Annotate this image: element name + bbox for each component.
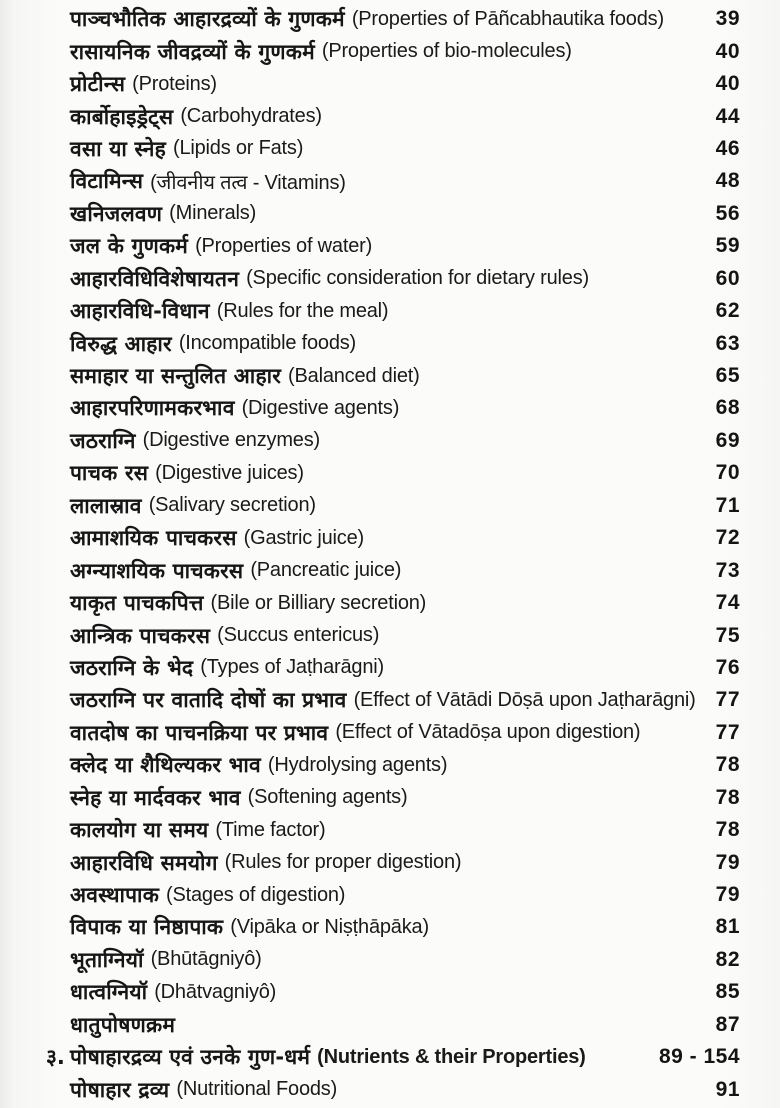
entry-title-english: (Vipāka or Niṣṭhāpāka) (230, 915, 429, 938)
entry-page-number: 78 (715, 785, 740, 809)
entry-title-english: (Balanced diet) (288, 364, 420, 387)
entry-title-english: (Lipids or Fats) (172, 137, 304, 160)
entry-title-hindi: कालयोग या समय (70, 818, 209, 843)
toc-row (0, 1009, 780, 1041)
toc-row (0, 684, 780, 716)
entry-title-hindi: आन्त्रिक पाचकरस (70, 623, 211, 648)
entry-title-english: (Nutritional Foods) (176, 1078, 338, 1101)
toc-row (0, 522, 780, 554)
entry-title-hindi: लालास्राव (70, 493, 142, 518)
entry-title-english: (Nutrients & their Properties) (317, 1045, 586, 1068)
entry-title-english: (Pancreatic juice) (250, 559, 402, 582)
entry-title-hindi: समाहार या सन्तुलित आहार (70, 364, 282, 389)
toc-row (0, 944, 780, 976)
toc-row (0, 1073, 780, 1105)
toc-row (0, 392, 780, 424)
entry-title-hindi: विपाक या निष्ठापाक (70, 915, 224, 940)
entry-title-hindi: प्रोटीन्स (70, 72, 126, 97)
toc-row (0, 976, 780, 1008)
entry-page-number: 68 (715, 396, 740, 420)
chapter-number: ३. (46, 1045, 65, 1070)
entry-page-number: 78 (715, 753, 740, 777)
entry-title-hindi: आमाशयिक पाचकरस (70, 526, 237, 551)
entry-page-number: 62 (715, 299, 740, 323)
entry-title-hindi: विटामिन्स (70, 169, 144, 194)
entry-title-hindi: जल के गुणकर्म (70, 234, 189, 259)
entry-title-english: (Digestive enzymes) (142, 429, 320, 452)
entry-page-number: 81 (715, 915, 740, 939)
entry-title-english: (Properties of Pāñcabhautika foods) (351, 7, 664, 30)
entry-page-number: 75 (715, 623, 740, 647)
toc-row (0, 1041, 780, 1073)
entry-page-number: 70 (715, 461, 740, 485)
entry-page-number: 76 (715, 655, 740, 679)
entry-title-hindi: आहारविधिविशेषायतन (70, 266, 240, 291)
toc-row (0, 457, 780, 489)
toc-row (0, 165, 780, 197)
table-of-contents (0, 3, 780, 1106)
entry-page-number: 78 (715, 818, 740, 842)
toc-row (0, 814, 780, 846)
entry-title-hindi: पाञ्चभौतिक आहारद्रव्यों के गुणकर्म (70, 7, 345, 32)
entry-title-english: (Incompatible foods) (178, 332, 357, 355)
toc-row (0, 327, 780, 359)
toc-row (0, 198, 780, 230)
entry-title-hindi: आहारविधि-विधान (70, 299, 210, 324)
entry-title-english: (Succus entericus) (217, 624, 380, 647)
toc-row (0, 879, 780, 911)
toc-row (0, 717, 780, 749)
entry-title-english: (Bile or Billiary secretion) (210, 591, 427, 614)
entry-page-number: 85 (715, 980, 740, 1004)
entry-page-number: 48 (715, 169, 740, 193)
entry-title-english: (Digestive agents) (241, 396, 400, 419)
toc-row (0, 230, 780, 262)
entry-title-english: (जीवनीय तत्व - Vitamins) (150, 171, 346, 194)
entry-title-hindi: पोषाहार द्रव्य (70, 1077, 170, 1102)
entry-title-hindi: जठराग्नि के भेद (70, 655, 194, 680)
toc-row (0, 782, 780, 814)
toc-row (0, 360, 780, 392)
toc-row (0, 846, 780, 878)
entry-page-number: 59 (715, 234, 740, 258)
entry-title-english: (Stages of digestion) (166, 883, 346, 906)
entry-title-hindi: स्नेह या मार्दवकर भाव (70, 785, 241, 810)
entry-title-english: (Gastric juice) (243, 526, 364, 549)
toc-row (0, 619, 780, 651)
toc-row (0, 490, 780, 522)
toc-row (0, 652, 780, 684)
entry-title-hindi: याकृत पाचकपित्त (70, 591, 204, 616)
entry-title-hindi: क्लेद या शैथिल्यकर भाव (70, 753, 261, 778)
toc-row (0, 3, 780, 35)
entry-title-hindi: कार्बोहाइड्रेट्स (70, 104, 174, 129)
entry-page-number: 40 (715, 72, 740, 96)
entry-title-hindi: आहारविधि समयोग (70, 850, 218, 875)
entry-title-english: (Time factor) (215, 818, 326, 841)
entry-page-number: 60 (715, 266, 740, 290)
entry-title-english: (Properties of water) (195, 234, 373, 257)
entry-page-number: 44 (715, 104, 740, 128)
entry-title-hindi: धात्वग्नियॉ (70, 980, 148, 1005)
entry-title-hindi: भूताग्नियॉ (70, 947, 144, 972)
entry-page-number: 72 (715, 526, 740, 550)
entry-title-english: (Effect of Vātadōṣa upon digestion) (335, 721, 641, 744)
entry-title-hindi: अवस्थापाक (70, 883, 160, 908)
toc-row (0, 295, 780, 327)
toc-row (0, 263, 780, 295)
entry-title-hindi: पाचक रस (70, 461, 149, 486)
entry-page-number: 89 - 154 (658, 1045, 740, 1069)
entry-page-number: 69 (715, 428, 740, 452)
entry-title-english: (Dhātvagniyô) (154, 980, 277, 1003)
entry-title-hindi: पोषाहारद्रव्य एवं उनके गुण-धर्म (70, 1045, 311, 1070)
entry-title-english: (Carbohydrates) (180, 105, 322, 128)
toc-row (0, 587, 780, 619)
entry-title-hindi: वसा या स्नेह (70, 136, 166, 161)
entry-title-english: (Effect of Vātādi Dōṣā upon Jaṭharāgni) (353, 688, 696, 711)
entry-page-number: 46 (715, 136, 740, 160)
entry-title-english: (Types of Jaṭharāgni) (200, 656, 384, 679)
entry-title-hindi: धातुपोषणक्रम (70, 1012, 176, 1037)
entry-title-hindi: वातदोष का पाचनक्रिया पर प्रभाव (70, 720, 329, 745)
entry-page-number: 65 (715, 364, 740, 388)
entry-page-number: 56 (715, 201, 740, 225)
entry-page-number: 79 (715, 850, 740, 874)
entry-title-english: (Rules for proper digestion) (224, 851, 462, 874)
entry-title-hindi: अग्न्याशयिक पाचकरस (70, 558, 244, 583)
toc-row (0, 425, 780, 457)
entry-title-english: (Rules for the meal) (216, 299, 389, 322)
entry-title-english: (Specific consideration for dietary rules) (246, 267, 589, 290)
entry-page-number: 71 (715, 493, 740, 517)
entry-title-english: (Proteins) (132, 72, 217, 95)
entry-title-hindi: विरुद्ध आहार (70, 331, 172, 356)
entry-title-hindi: आहारपरिणामकरभाव (70, 396, 235, 421)
entry-title-english: (Hydrolysing agents) (267, 753, 448, 776)
toc-row (0, 68, 780, 100)
toc-row (0, 35, 780, 67)
entry-title-hindi: खनिजलवण (70, 201, 163, 226)
entry-title-english: (Minerals) (169, 202, 257, 225)
entry-title-english: (Bhūtāgniyô) (150, 948, 262, 971)
toc-row (0, 554, 780, 586)
entry-page-number: 79 (715, 883, 740, 907)
entry-page-number: 77 (715, 720, 740, 744)
entry-title-hindi: जठराग्नि (70, 428, 136, 453)
entry-page-number: 73 (715, 558, 740, 582)
entry-page-number: 91 (715, 1077, 740, 1101)
entry-title-hindi: जठराग्नि पर वातादि दोषों का प्रभाव (70, 688, 347, 713)
entry-title-english: (Salivary secretion) (148, 494, 316, 517)
entry-title-hindi: रासायनिक जीवद्रव्यों के गुणकर्म (70, 39, 315, 64)
toc-row (0, 100, 780, 132)
entry-title-english: (Properties of bio-molecules) (321, 40, 572, 63)
entry-page-number: 39 (715, 7, 740, 31)
entry-page-number: 77 (715, 688, 740, 712)
entry-page-number: 63 (715, 331, 740, 355)
entry-page-number: 40 (715, 39, 740, 63)
entry-page-number: 87 (715, 1012, 740, 1036)
toc-row (0, 133, 780, 165)
entry-title-english: (Digestive juices) (155, 461, 304, 484)
entry-page-number: 82 (715, 947, 740, 971)
toc-row (0, 749, 780, 781)
entry-title-english: (Softening agents) (247, 786, 408, 809)
entry-page-number: 74 (715, 591, 740, 615)
toc-row (0, 911, 780, 943)
